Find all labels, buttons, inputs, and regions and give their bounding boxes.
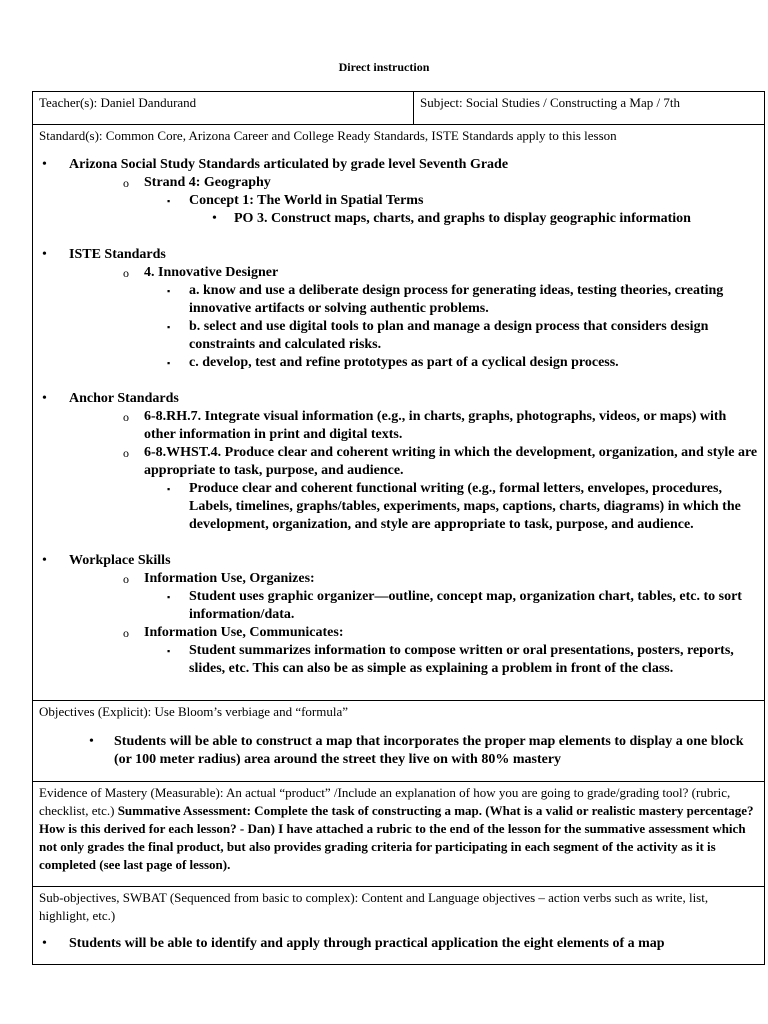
objective-item xyxy=(39,733,758,769)
subject-cell: Subject: Social Studies / Constructing a Map / 7th xyxy=(414,92,765,125)
anchor-rh7-item xyxy=(69,408,758,444)
square-bullet-icon: ▪ xyxy=(167,322,171,332)
workplace-heading: Workplace Skills xyxy=(69,553,171,568)
document-title: Direct instruction xyxy=(338,60,430,74)
bullet-icon: • xyxy=(42,553,47,568)
bullet-icon: • xyxy=(42,247,47,262)
circle-bullet-icon: o xyxy=(123,446,129,460)
info-organizes-label: Information Use, Organizes: xyxy=(144,571,315,586)
iste-item-b-text: b. select and use digital tools to plan and manage a design process that considers design constraints and calculated risks. xyxy=(189,319,709,352)
az-standards-item xyxy=(39,156,758,228)
objectives-cell xyxy=(33,701,765,782)
objective-text: Students will be able to construct a map that incorporates the proper map elements to display a one block (or 100 meter radius) area around the street they live on with 80% mastery xyxy=(114,734,744,767)
square-bullet-icon: ▪ xyxy=(167,286,171,296)
iste-item-a xyxy=(69,282,758,318)
anchor-heading: Anchor Standards xyxy=(69,391,179,406)
circle-bullet-icon: o xyxy=(123,410,129,424)
strand-item xyxy=(69,174,758,228)
anchor-rh7-text: 6-8.RH.7. Integrate visual information (e.g., in charts, graphs, photographs, videos, or maps) with other information in print and digital texts. xyxy=(144,409,727,442)
standards-intro: Standard(s): Common Core, Arizona Career and College Ready Standards, ISTE Standards apply to this lesson xyxy=(39,128,617,143)
iste-item-a-text: a. know and use a deliberate design process for generating ideas, testing theories, creating innovative artifacts or solving authentic problems. xyxy=(189,283,724,316)
po-label: PO 3. Construct maps, charts, and graphs to display geographic information xyxy=(234,211,691,226)
bullet-icon: • xyxy=(42,936,47,951)
lesson-plan-table xyxy=(32,91,765,965)
info-communicates-text: Student summarizes information to compose written or oral presentations, posters, reports, slides, etc. This can also be as simple as explaining a problem in front of the class. xyxy=(189,643,734,676)
anchor-whst4-subitem xyxy=(69,480,758,534)
objectives-label: Objectives (Explicit): Use Bloom’s verbiage and “formula” xyxy=(39,704,349,719)
standards-row xyxy=(33,125,765,701)
square-bullet-icon: ▪ xyxy=(167,358,171,368)
iste-item-b xyxy=(69,318,758,354)
concept-label: Concept 1: The World in Spatial Terms xyxy=(189,193,424,208)
square-bullet-icon: ▪ xyxy=(167,196,171,206)
subobjective-item xyxy=(39,935,758,953)
subobjectives-cell xyxy=(33,887,765,965)
subobjective-text: Students will be able to identify and apply through practical application the eight elements of a map xyxy=(69,936,665,951)
az-standards-heading: Arizona Social Study Standards articulated by grade level Seventh Grade xyxy=(69,157,509,172)
objectives-row xyxy=(33,701,765,782)
anchor-standards-item xyxy=(39,390,758,534)
subobjectives-label: Sub-objectives, SWBAT (Sequenced from basic to complex): Content and Language objectives – action verbs such as write, list, highlight, etc.) xyxy=(39,890,709,923)
info-communicates-label: Information Use, Communicates: xyxy=(144,625,344,640)
info-communicates-item xyxy=(69,624,758,678)
evidence-label: Evidence of Mastery (Measurable): An actual “product” /Include an explanation of how you are going to grade/grading tool? (rubric, checklist, etc.) xyxy=(39,785,731,818)
bullet-icon: • xyxy=(42,391,47,406)
info-communicates-subitem xyxy=(69,642,758,678)
iste-standards-item xyxy=(39,246,758,372)
po-item xyxy=(69,210,758,228)
anchor-whst4-text: 6-8.WHST.4. Produce clear and coherent writing in which the development, organization, and style are appropriate to task, purpose, and audience. xyxy=(144,445,758,478)
evidence-summative-text: Summative Assessment: Complete the task of constructing a map. (What is a valid or realistic mastery percentage? How is this derived for each lesson? - Dan) I have attached a rubric to the end of the lesson for the summative assessment which not only grades the final product, but also provides grading criteria for participating in each segment of the activity as it is completed (see last page of lesson). xyxy=(39,803,754,872)
teacher-cell: Teacher(s): Daniel Dandurand xyxy=(33,92,414,125)
circle-bullet-icon: o xyxy=(123,176,129,190)
anchor-whst4-subitem-text: Produce clear and coherent functional writing (e.g., formal letters, envelopes, procedures, Labels, timelines, graphs/tables, experiments, maps, captions, charts, diagrams) in which the development, organization, and style are appropriate to task, purpose, and audience. xyxy=(189,481,741,532)
bullet-icon: • xyxy=(42,157,47,172)
circle-bullet-icon: o xyxy=(123,572,129,586)
info-organizes-subitem xyxy=(69,588,758,624)
subobjectives-row xyxy=(33,887,765,965)
iste-item-c xyxy=(69,354,758,372)
bullet-icon: • xyxy=(89,734,94,749)
info-organizes-item xyxy=(69,570,758,624)
square-bullet-icon: ▪ xyxy=(167,484,171,494)
iste-item-c-text: c. develop, test and refine prototypes as part of a cyclical design process. xyxy=(189,355,619,370)
innovative-designer-item xyxy=(69,264,758,372)
workplace-skills-item xyxy=(39,552,758,678)
circle-bullet-icon: o xyxy=(123,626,129,640)
standards-list xyxy=(39,156,758,678)
anchor-whst4-item xyxy=(69,444,758,534)
iste-heading: ISTE Standards xyxy=(69,247,166,262)
evidence-row xyxy=(33,782,765,887)
innovative-designer-label: 4. Innovative Designer xyxy=(144,265,279,280)
circle-bullet-icon: o xyxy=(123,266,129,280)
evidence-cell xyxy=(33,782,765,887)
bullet-icon: • xyxy=(212,211,217,226)
info-organizes-text: Student uses graphic organizer—outline, concept map, organization chart, tables, etc. to sort information/data. xyxy=(189,589,742,622)
concept-item xyxy=(69,192,758,228)
square-bullet-icon: ▪ xyxy=(167,646,171,656)
standards-cell xyxy=(33,125,765,701)
square-bullet-icon: ▪ xyxy=(167,592,171,602)
header-row xyxy=(33,92,765,125)
strand-label: Strand 4: Geography xyxy=(144,175,271,190)
